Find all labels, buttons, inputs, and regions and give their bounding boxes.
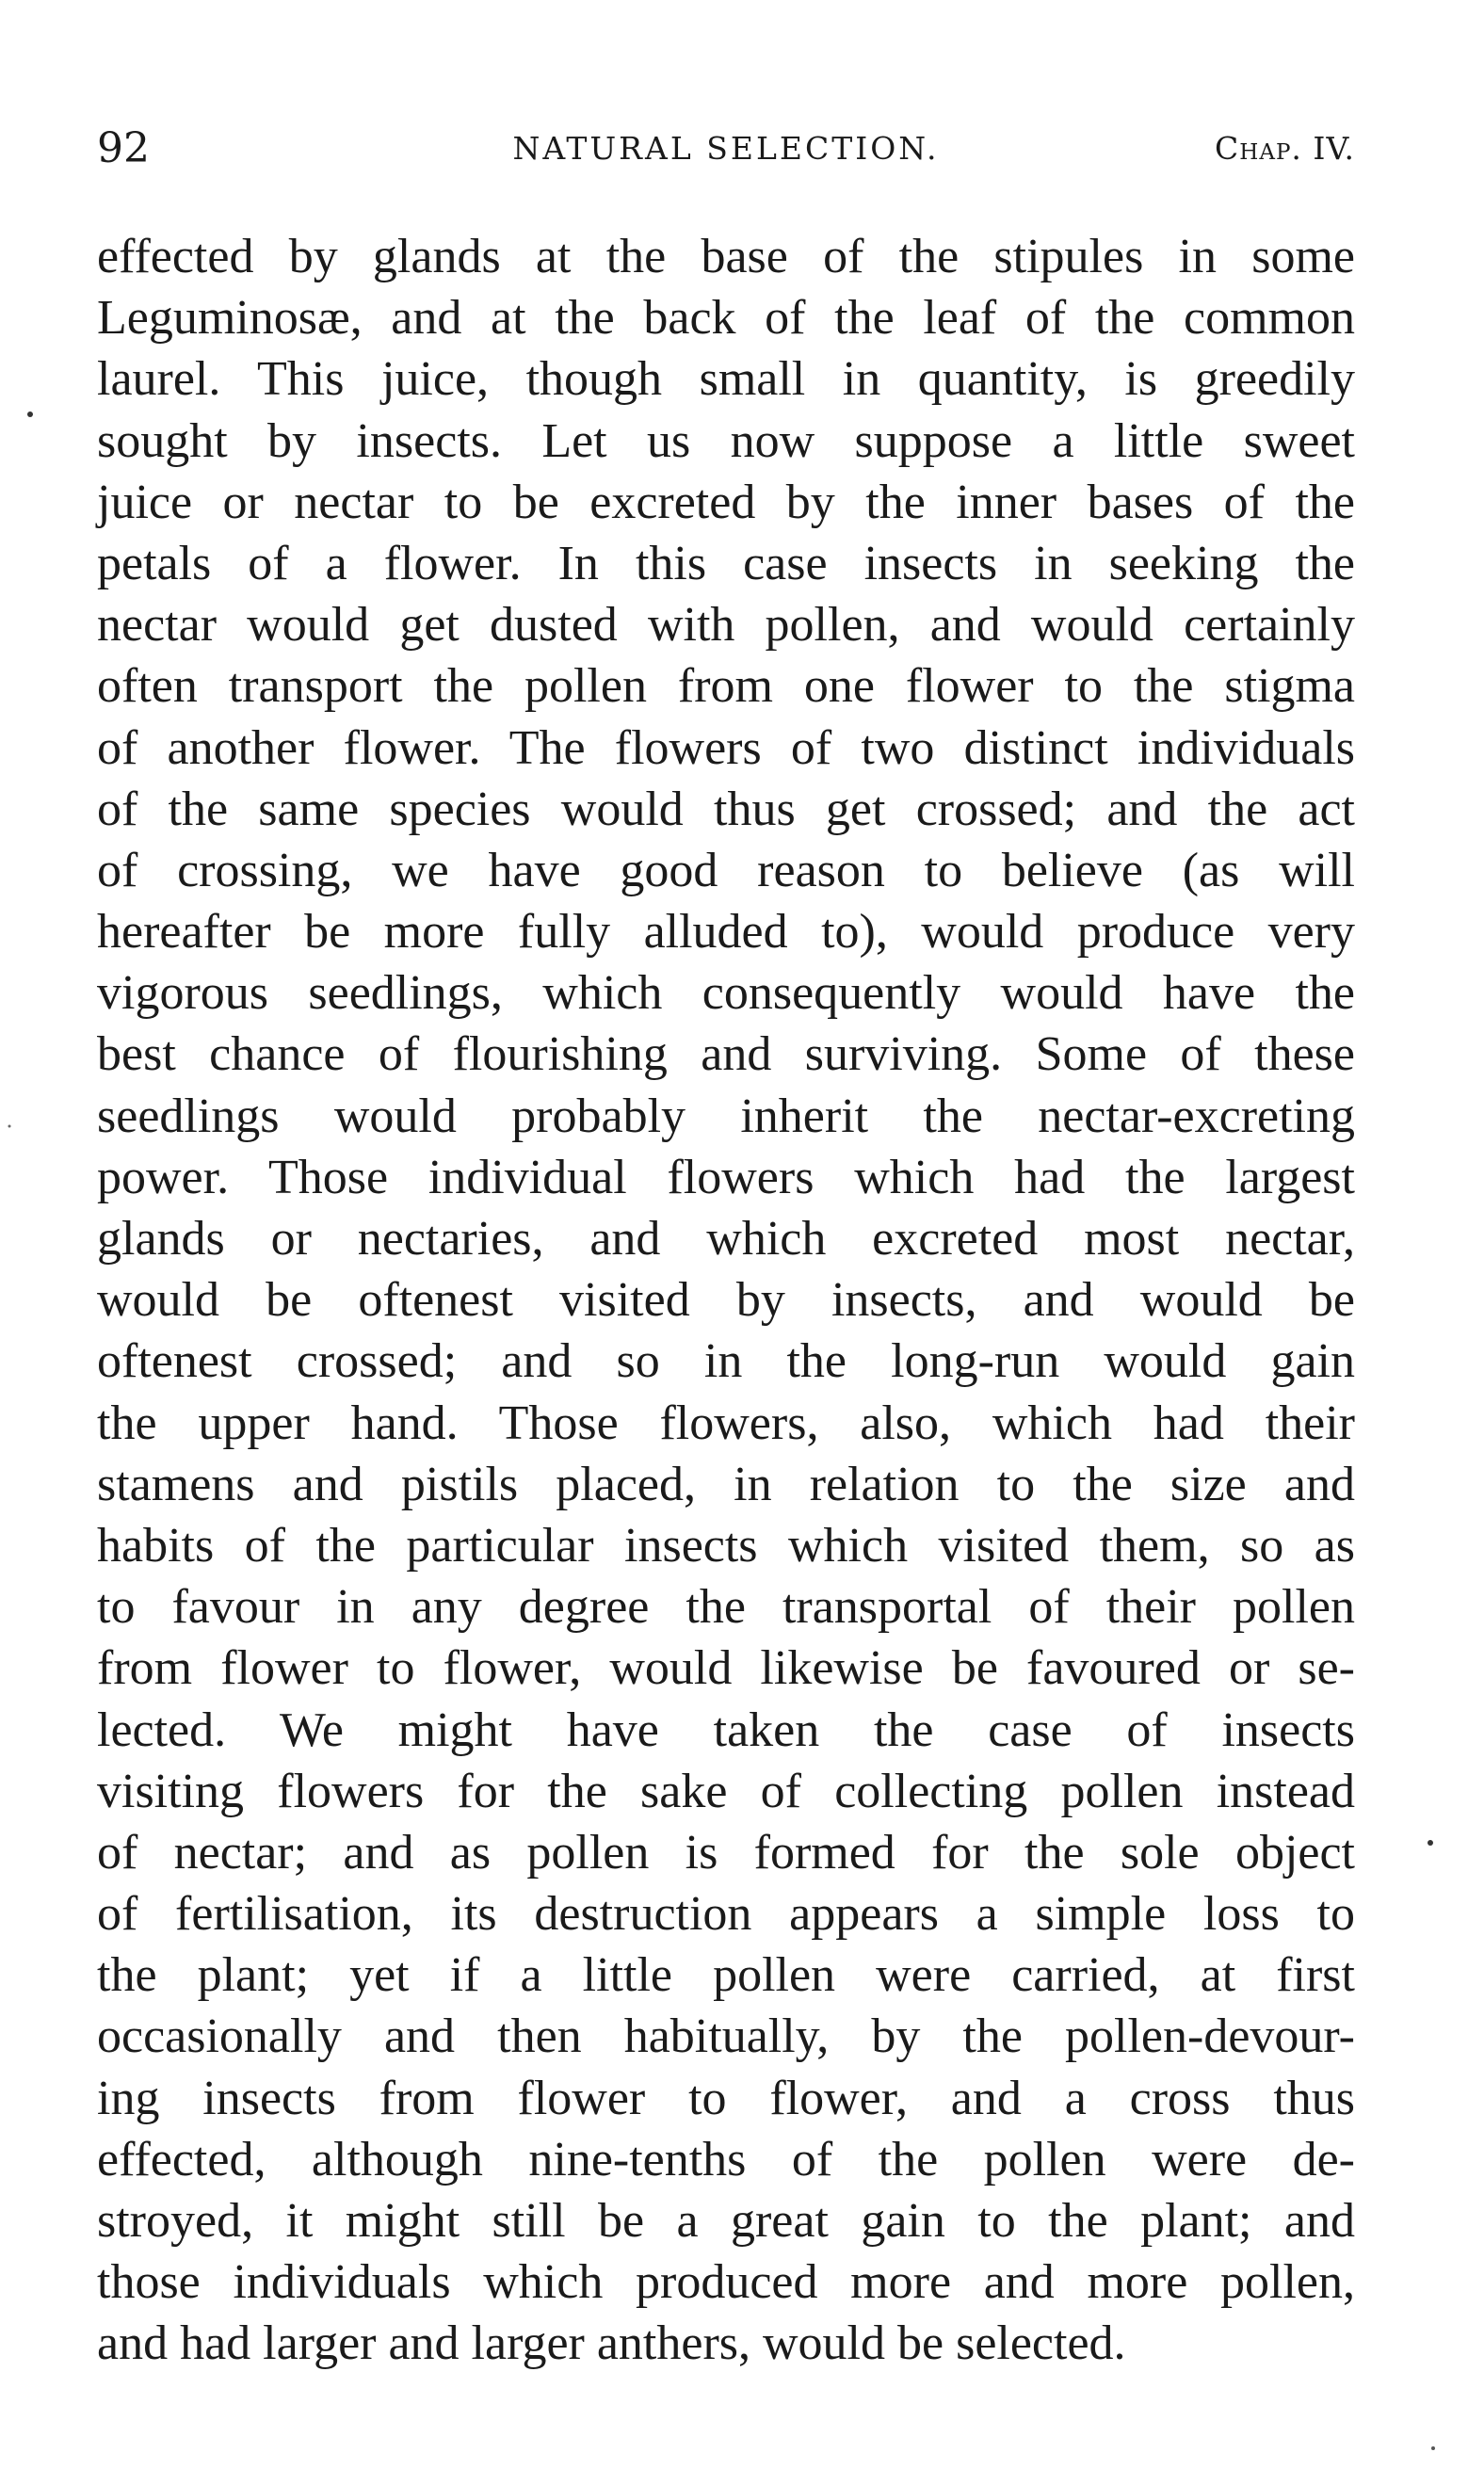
text-line: of the same species would thus get crossed; and the act xyxy=(97,782,1355,836)
ink-speck xyxy=(27,411,33,417)
text-line: sought by insects. Let us now suppose a little sweet xyxy=(97,413,1355,468)
text-line: of another flower. The flowers of two distinct individuals xyxy=(97,720,1355,775)
text-line: oftenest crossed; and so in the long-run would gain xyxy=(97,1334,1355,1389)
chapter-reference: Chap. IV. xyxy=(1215,130,1355,167)
text-line: from flower to flower, would likewise be favoured or se- xyxy=(97,1641,1355,1696)
text-line: occasionally and then habitually, by the pollen-devour- xyxy=(97,2009,1355,2064)
text-line: seedlings would probably inherit the nectar-excreting xyxy=(97,1089,1355,1143)
text-line: ing insects from flower to flower, and a cross thus xyxy=(97,2071,1355,2125)
running-title: NATURAL SELECTION. xyxy=(512,130,940,167)
text-line: juice or nectar to be excreted by the inner bases of the xyxy=(97,475,1355,529)
text-line: glands or nectaries, and which excreted most nectar, xyxy=(97,1212,1355,1266)
text-line: nectar would get dusted with pollen, and would certainly xyxy=(97,598,1355,653)
text-line: stamens and pistils placed, in relation to the size and xyxy=(97,1457,1355,1511)
text-line: to favour in any degree the transportal of their pollen xyxy=(97,1580,1355,1635)
text-line: and had larger and larger anthers, would be selected. xyxy=(97,2316,1126,2371)
text-line: often transport the pollen from one flower to the stigma xyxy=(97,659,1355,714)
text-line: laurel. This juice, though small in quantity, is greedily xyxy=(97,352,1355,407)
text-line: effected, although nine-tenths of the pollen were de- xyxy=(97,2132,1355,2186)
text-line: stroyed, it might still be a great gain to the plant; and xyxy=(97,2194,1355,2248)
page-number: 92 xyxy=(97,124,150,172)
text-line: hereafter be more fully alluded to), would produce very xyxy=(97,905,1355,960)
text-line: habits of the particular insects which visited them, so as xyxy=(97,1518,1355,1573)
running-head xyxy=(97,121,1355,177)
text-line: vigorous seedlings, which consequently would have the xyxy=(97,966,1355,1021)
text-line: would be oftenest visited by insects, and would be xyxy=(97,1273,1355,1328)
text-line: the plant; yet if a little pollen were carried, at first xyxy=(97,1948,1355,2003)
text-line: best chance of flourishing and surviving. Some of these xyxy=(97,1027,1355,1082)
text-line: lected. We might have taken the case of insects xyxy=(97,1702,1355,1757)
ink-speck xyxy=(1431,2446,1435,2450)
text-line: those individuals which produced more and more pollen, xyxy=(97,2255,1355,2310)
ink-speck xyxy=(8,1125,11,1128)
text-line: the upper hand. Those flowers, also, which had their xyxy=(97,1396,1355,1450)
text-line: Leguminosæ, and at the back of the leaf of the common xyxy=(97,291,1355,346)
body-paragraph xyxy=(97,226,1355,2375)
text-line: of fertilisation, its destruction appears a simple loss to xyxy=(97,1887,1355,1942)
text-line: of crossing, we have good reason to believe (as will xyxy=(97,843,1355,897)
ink-speck xyxy=(1428,1840,1433,1846)
text-line: of nectar; and as pollen is formed for the sole object xyxy=(97,1825,1355,1880)
text-line: petals of a flower. In this case insects in seeking the xyxy=(97,536,1355,590)
text-line: power. Those individual flowers which had the largest xyxy=(97,1150,1355,1204)
text-line: visiting flowers for the sake of collecting pollen instead xyxy=(97,1764,1355,1818)
text-line: effected by glands at the base of the stipules in some xyxy=(97,230,1355,283)
